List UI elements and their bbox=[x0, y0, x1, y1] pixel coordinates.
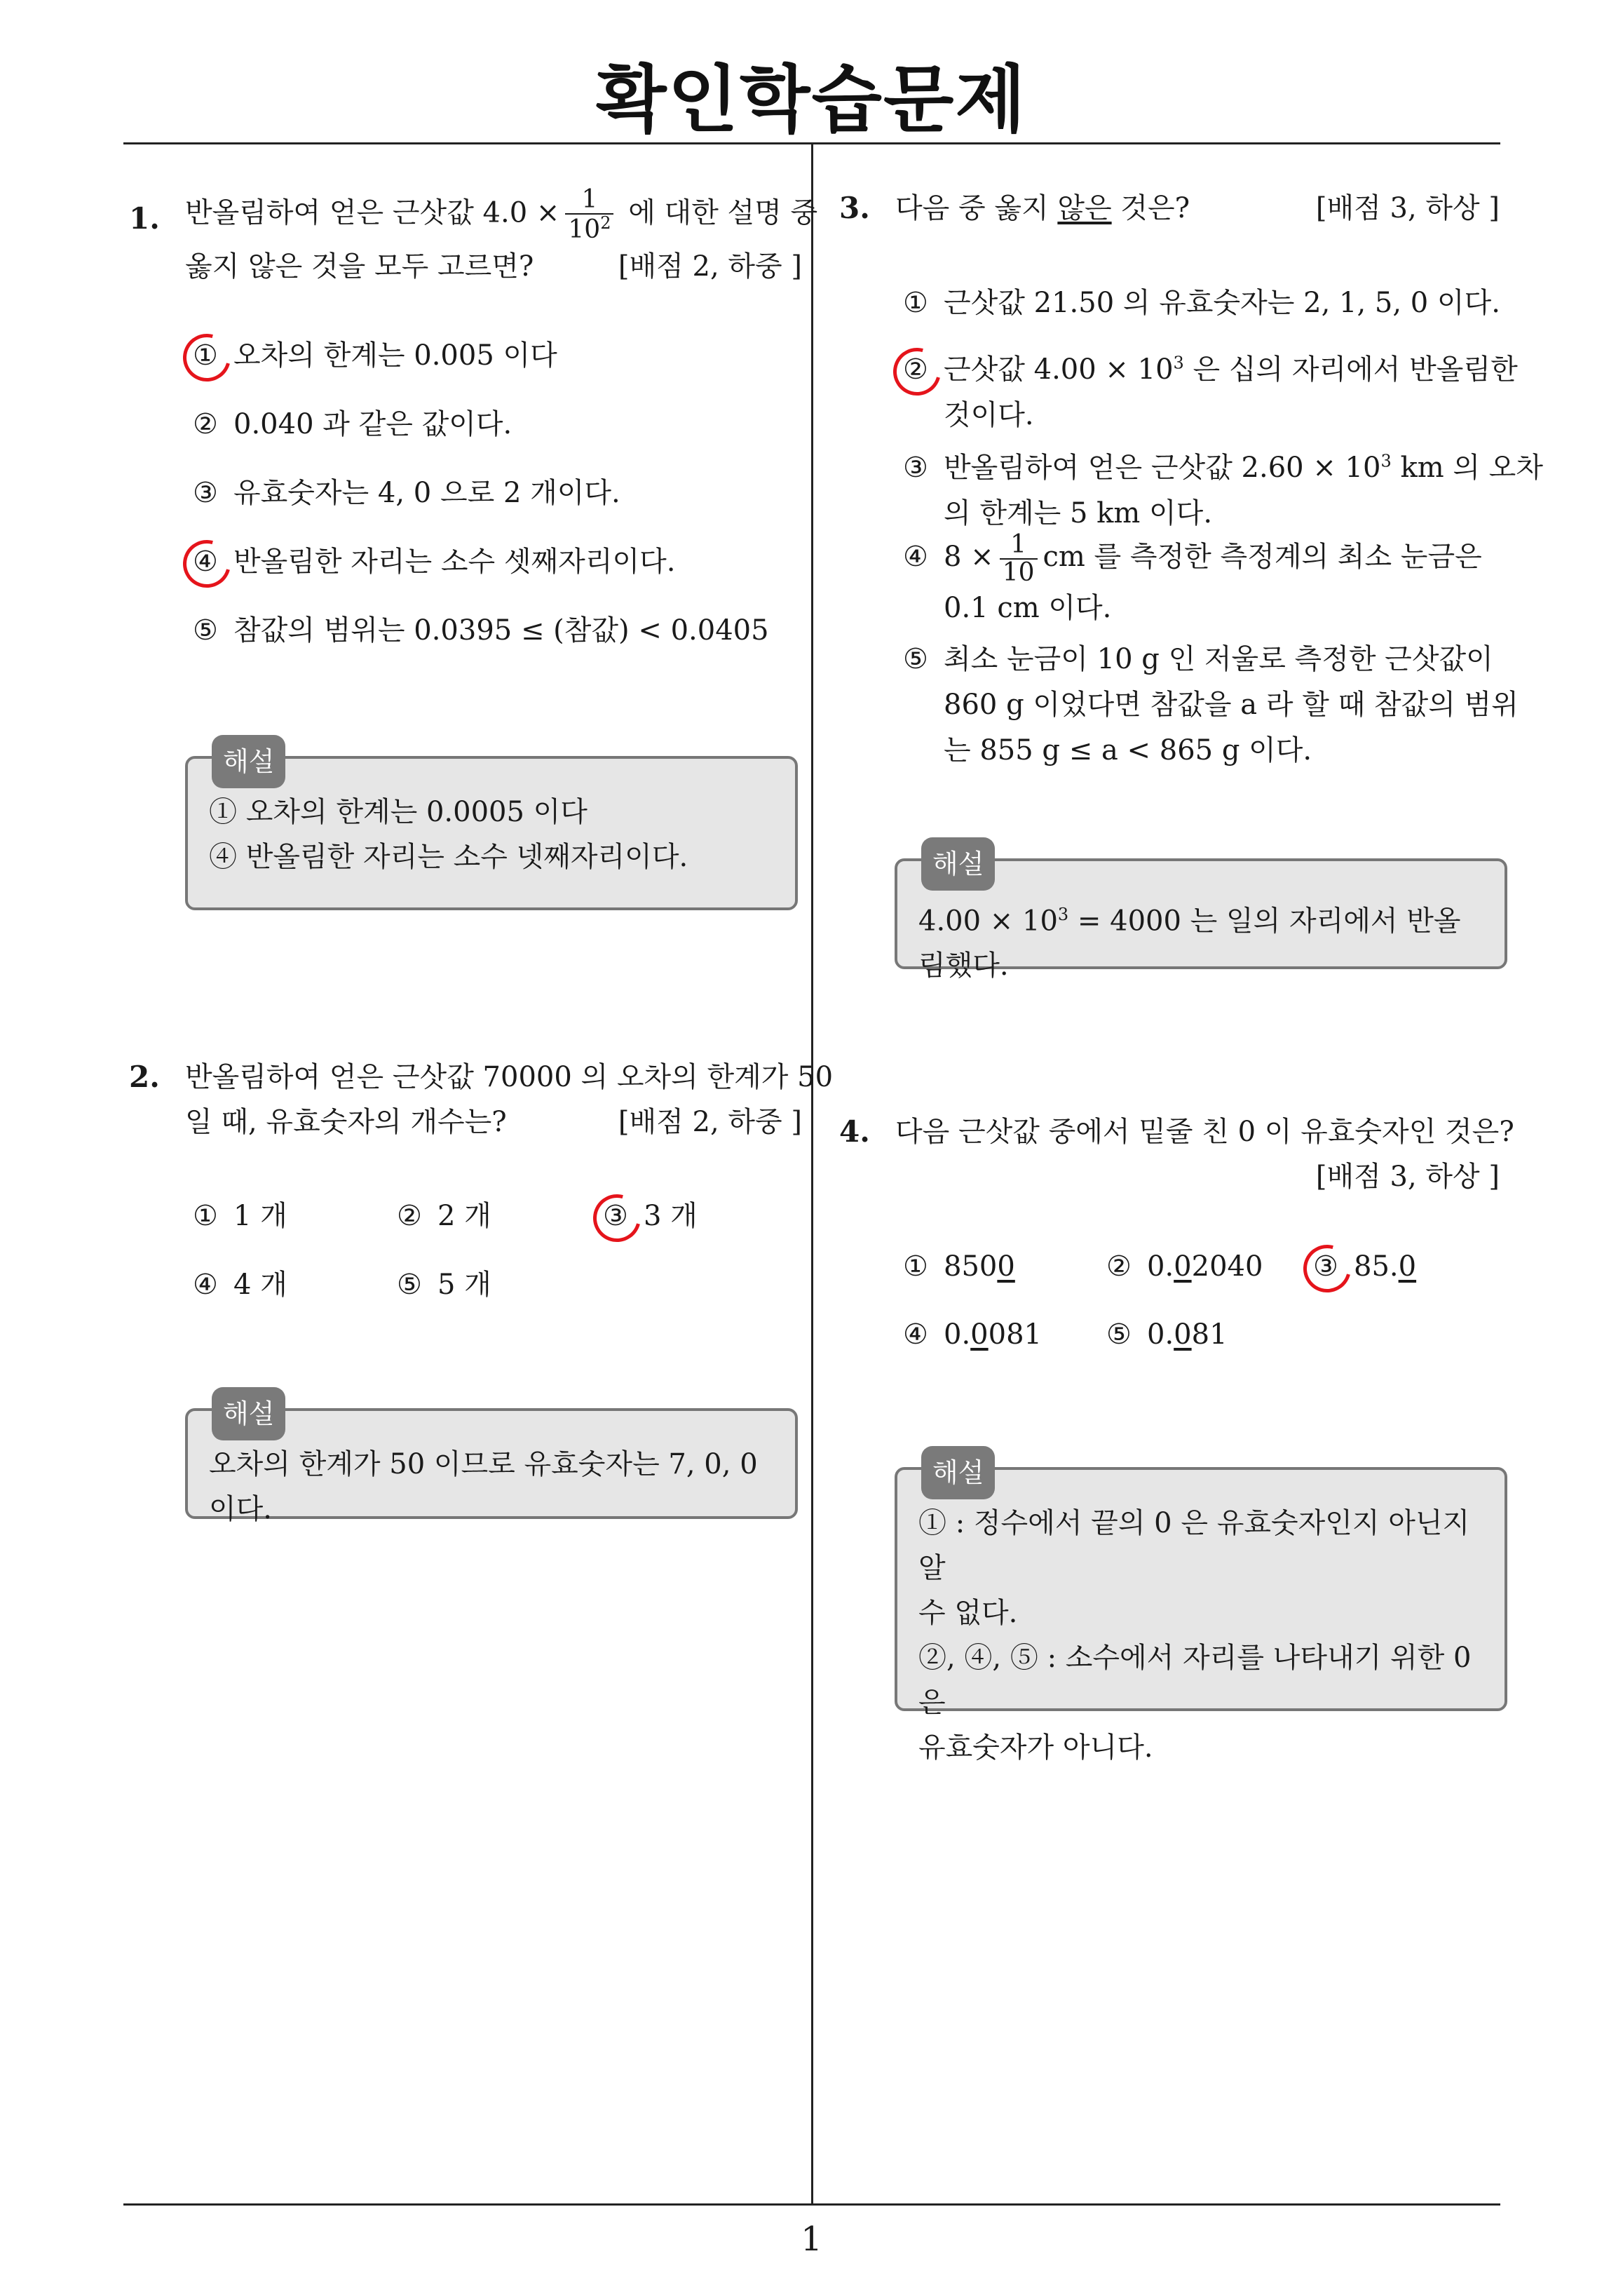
answer-mark-circle bbox=[585, 1186, 650, 1251]
q2-option-3[interactable]: ③ 3 개 bbox=[603, 1194, 698, 1234]
solution-label: 해설 bbox=[921, 837, 995, 891]
q2-option-5[interactable]: ⑤ 5 개 bbox=[397, 1269, 491, 1301]
question-text-2: 일 때, 유효숫자의 개수는? bbox=[185, 1106, 507, 1138]
question-text: 다음 근삿값 중에서 밑줄 친 0 이 유효숫자인 것은? bbox=[895, 1116, 1514, 1148]
q1-option-2[interactable]: ② 0.040 과 같은 값이다. bbox=[193, 408, 512, 440]
solution-line: ① 오차의 한계는 0.0005 이다 bbox=[209, 796, 588, 828]
question-number: 1. bbox=[129, 201, 160, 236]
points-label: [배점 2, 하중 ] bbox=[618, 1106, 802, 1138]
q3-option-4[interactable]: ④ 8 × $\frac{1}{10}$ cm 를 측정한 측정계의 최소 눈금은 bbox=[903, 530, 1482, 587]
solution-label: 해설 bbox=[212, 1387, 285, 1440]
answer-mark-circle bbox=[175, 325, 240, 391]
solution-label: 해설 bbox=[212, 735, 285, 788]
column-divider bbox=[811, 144, 813, 2206]
question-text-2: 옳지 않은 것을 모두 고르면? bbox=[185, 250, 534, 283]
solution-line: ④ 반올림한 자리는 소수 넷째자리이다. bbox=[209, 841, 688, 873]
q3-solution-box bbox=[895, 849, 1507, 982]
page-title: 확인학습문제 bbox=[596, 57, 1027, 142]
answer-mark-circle bbox=[885, 339, 950, 405]
q2-option-4[interactable]: ④ 4 개 bbox=[193, 1269, 287, 1301]
question-number: 2. bbox=[129, 1060, 160, 1094]
q2-option-1[interactable]: ① 1 개 bbox=[193, 1200, 287, 1232]
question-number: 3. bbox=[839, 191, 870, 225]
question-2 bbox=[129, 1055, 834, 1146]
question-3 bbox=[839, 186, 1500, 235]
q4-option-5[interactable]: ⑤ 0.081 bbox=[1106, 1318, 1228, 1351]
q4-option-2[interactable]: ② 0.02040 bbox=[1106, 1250, 1263, 1283]
q4-solution-box bbox=[895, 1457, 1507, 1764]
solution-line: $4.00 \times 10^3 = 4000$ 는 일의 자리에서 반올림했다. bbox=[918, 905, 1461, 982]
answer-mark-circle bbox=[175, 532, 240, 597]
q4-option-4[interactable]: ④ 0.0081 bbox=[903, 1318, 1042, 1351]
q1-option-5[interactable]: ⑤ 참값의 범위는 0.0395 ≤ (참값) < 0.0405 bbox=[193, 614, 769, 647]
question-4 bbox=[839, 1109, 1514, 1201]
q3-option-2-cont: 것이다. bbox=[944, 399, 1034, 431]
underlined-word: 않은 bbox=[1057, 192, 1112, 224]
points-label: [배점 3, 하상 ] bbox=[1315, 1161, 1500, 1193]
points-label: [배점 3, 하상 ] bbox=[1315, 192, 1500, 224]
q3-option-5[interactable]: ⑤ 최소 눈금이 10 g 인 저울로 측정한 근삿값이 bbox=[903, 643, 1493, 675]
q2-solution-box bbox=[185, 1398, 798, 1525]
solution-line: 오차의 한계가 50 이므로 유효숫자는 7, 0, 0 이다. bbox=[209, 1448, 758, 1525]
q1-option-1[interactable]: ① 오차의 한계는 0.005 이다 bbox=[193, 333, 557, 373]
q4-option-3[interactable]: ③ 85.0 bbox=[1313, 1250, 1416, 1283]
solution-line: ① : 정수에서 끝의 0 은 유효숫자인지 아닌지 알 bbox=[918, 1507, 1470, 1584]
solution-label: 해설 bbox=[921, 1446, 995, 1499]
q1-solution-box bbox=[185, 746, 798, 910]
question-number: 4. bbox=[839, 1114, 870, 1149]
q3-option-1[interactable]: ① 근삿값 21.50 의 유효숫자는 2, 1, 5, 0 이다. bbox=[903, 287, 1500, 319]
question-1 bbox=[129, 185, 818, 288]
q3-option-2[interactable]: ② 근삿값 $4.00 \times 10^3$ 은 십의 자리에서 반올림한 bbox=[903, 347, 1518, 387]
answer-mark-circle bbox=[1295, 1236, 1360, 1302]
solution-line: ②, ④, ⑤ : 소수에서 자리를 나타내기 위한 0 은 bbox=[918, 1642, 1472, 1719]
solution-line: 수 없다. bbox=[918, 1597, 1018, 1629]
fraction: $\frac{1}{10^2}$ bbox=[565, 187, 613, 243]
q4-option-1[interactable]: ① 8500 bbox=[903, 1250, 1015, 1283]
q1-option-3[interactable]: ③ 유효숫자는 4, 0 으로 2 개이다. bbox=[193, 477, 620, 509]
q3-option-3[interactable]: ③ 반올림하여 얻은 근삿값 $2.60 \times 10^3$ km 의 오차 bbox=[903, 451, 1543, 484]
q2-option-2[interactable]: ② 2 개 bbox=[397, 1200, 491, 1232]
question-text: 다음 중 옳지 않은 것은? bbox=[895, 192, 1190, 224]
question-text: 반올림하여 얻은 근삿값 70000 의 오차의 한계가 50 bbox=[185, 1061, 834, 1093]
fraction: $\frac{1}{10}$ bbox=[1000, 532, 1038, 586]
q1-option-4[interactable]: ④ 반올림한 자리는 소수 셋째자리이다. bbox=[193, 539, 675, 579]
question-text: 반올림하여 얻은 근삿값 4.0 × $\frac{1}{10^2}$ 에 대한 설명 중 bbox=[185, 185, 818, 244]
bottom-rule bbox=[123, 2203, 1500, 2206]
points-label: [배점 2, 하중 ] bbox=[618, 250, 802, 283]
q3-option-5-cont-2: 는 855 g ≤ a < 865 g 이다. bbox=[944, 734, 1312, 767]
q3-option-5-cont: 860 g 이었다면 참값을 a 라 할 때 참값의 범위 bbox=[944, 689, 1519, 721]
q3-option-3-cont: 의 한계는 5 km 이다. bbox=[944, 497, 1213, 529]
solution-line: 유효숫자가 아니다. bbox=[918, 1731, 1153, 1764]
page-number: 1 bbox=[801, 2220, 822, 2259]
q3-option-4-cont: 0.1 cm 이다. bbox=[944, 592, 1112, 624]
